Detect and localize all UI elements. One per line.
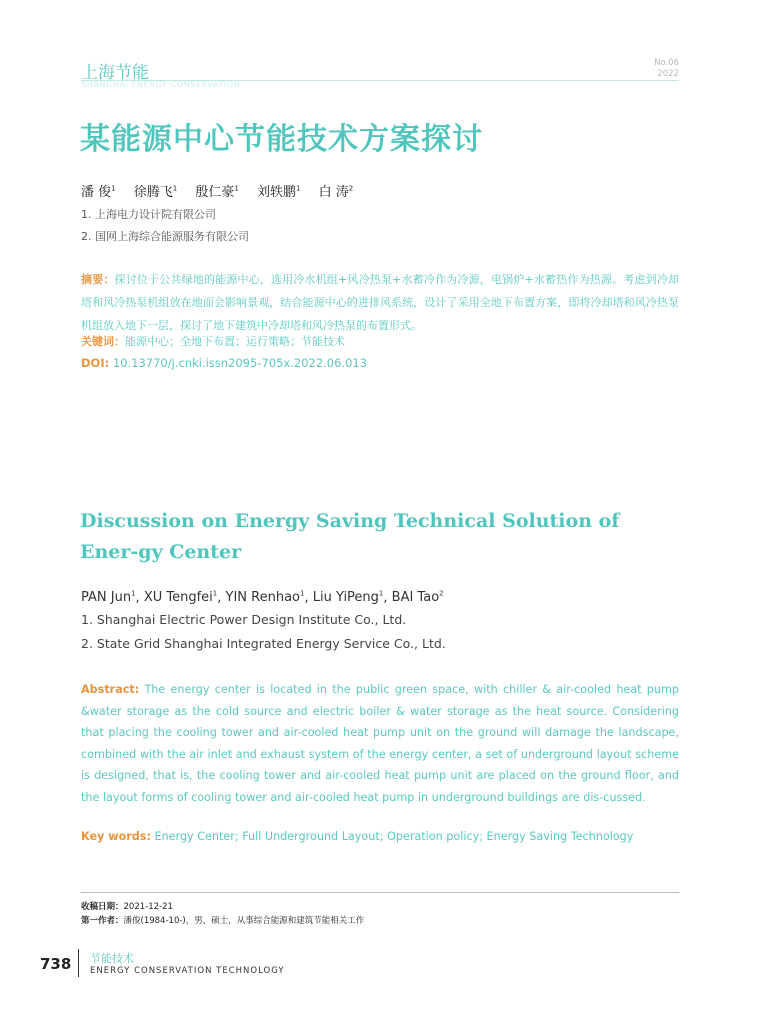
keywords-en (81, 830, 633, 843)
journal-name: 上海节能 (81, 63, 149, 83)
author-en: Liu YiPeng$^1$ (312, 590, 384, 606)
author-zh: 徐腾飞$^1$ (133, 184, 178, 200)
author-zh: 白 涛$^2$ (318, 184, 354, 200)
affiliation-zh-2: 2. 国网上海综合能源服务有限公司 (81, 230, 249, 243)
abstract-text-zh: 探讨位于公共绿地的能源中心，选用冷水机组+风冷热泵+水蓄冷作为冷源，电锅炉+水蓄热作为热源。考虑到冷却塔和风冷热泵机组放在地面会影响景观，结合能源中心的进排风系统，设计了采用全地下布置方案，即将冷却塔和风冷热泵机组放入地下一层，探讨了地下建筑中冷却塔和风冷热泵的布置形式。 (81, 273, 679, 332)
author-zh: 潘 俊$^1$ (81, 184, 116, 200)
keywords-label-zh: 关键词： (81, 335, 125, 348)
author-en: XU Tengfei$^1$ (143, 590, 218, 606)
author-list-zh (81, 181, 367, 200)
affiliation-zh-1: 1. 上海电力设计院有限公司 (81, 208, 216, 221)
doi (81, 356, 367, 370)
issue-year: 2022 (657, 69, 679, 79)
abstract-en (81, 679, 679, 809)
affiliation-en-2: 2. State Grid Shanghai Integrated Energy Service Co., Ltd. (81, 636, 446, 651)
journal-name-en: SHANGHAI ENERGY CONSERVATION (81, 80, 241, 89)
abstract-zh (81, 268, 679, 337)
paper-title-zh: 某能源中心节能技术方案探讨 (80, 122, 483, 157)
page-number: 738 (40, 955, 72, 973)
keywords-label-en: Key words: (81, 830, 151, 843)
author-en: PAN Jun$^1$ (81, 590, 136, 606)
received-date: 2021-12-21 (123, 902, 173, 912)
footnote-received (81, 900, 173, 912)
abstract-label-zh: 摘要： (81, 273, 115, 286)
first-author-info: 潘俊(1984-10-)，男，硕士，从事综合能源和建筑节能相关工作 (123, 916, 365, 926)
header-rule (81, 80, 679, 81)
keywords-text-zh: 能源中心；全地下布置；运行策略；节能技术 (125, 335, 345, 348)
received-label: 收稿日期： (81, 902, 124, 912)
author-zh: 刘轶鹏$^1$ (257, 184, 301, 200)
author-en: BAI Tao$^2$ (391, 590, 444, 606)
footnote-author (81, 914, 364, 926)
author-zh: 殷仁豪$^1$ (195, 184, 239, 200)
footer-divider (78, 949, 79, 977)
section-name-zh: 节能技术 (90, 952, 134, 965)
author-list-en: PAN Jun$^1$, XU Tengfei$^1$, YIN Renhao$^1$, Liu YiPeng$^1$, BAI Tao$^2$ (81, 590, 444, 606)
issue-number: No.06 (654, 58, 679, 68)
abstract-text-en: The energy center is located in the public green space, with chiller & air-cooled heat pump &water storage as the cold source and electric boiler & water storage as the heat source. Considering that placing the cooling tower and air-cooled heat pump unit on the ground will damage the landscape, combined with the air inlet and exhaust system of the energy center, a set of underground layout scheme is designed, that is, the cooling tower and air-cooled heat pump unit are placed on the ground floor, and the layout forms of cooling tower and air-cooled heat pump in underground buildings are dis-cussed. (81, 683, 680, 804)
keywords-text-en: Energy Center; Full Underground Layout; Operation policy; Energy Saving Technology (154, 830, 634, 843)
issue-info (654, 58, 679, 80)
footnote-rule (81, 892, 679, 893)
paper-title-en: Discussion on Energy Saving Technical Solution of Ener-gy Center (80, 510, 620, 563)
doi-label: DOI: (81, 356, 110, 370)
keywords-zh (81, 333, 345, 349)
affiliation-en-1: 1. Shanghai Electric Power Design Institute Co., Ltd. (81, 612, 407, 627)
first-author-label: 第一作者： (81, 916, 124, 926)
abstract-label-en: Abstract: (81, 683, 140, 696)
doi-link[interactable]: 10.13770/j.cnki.issn2095-705x.2022.06.013 (112, 356, 368, 370)
author-en: YIN Renhao$^1$ (225, 590, 305, 606)
section-name-en: ENERGY CONSERVATION TECHNOLOGY (90, 966, 285, 976)
